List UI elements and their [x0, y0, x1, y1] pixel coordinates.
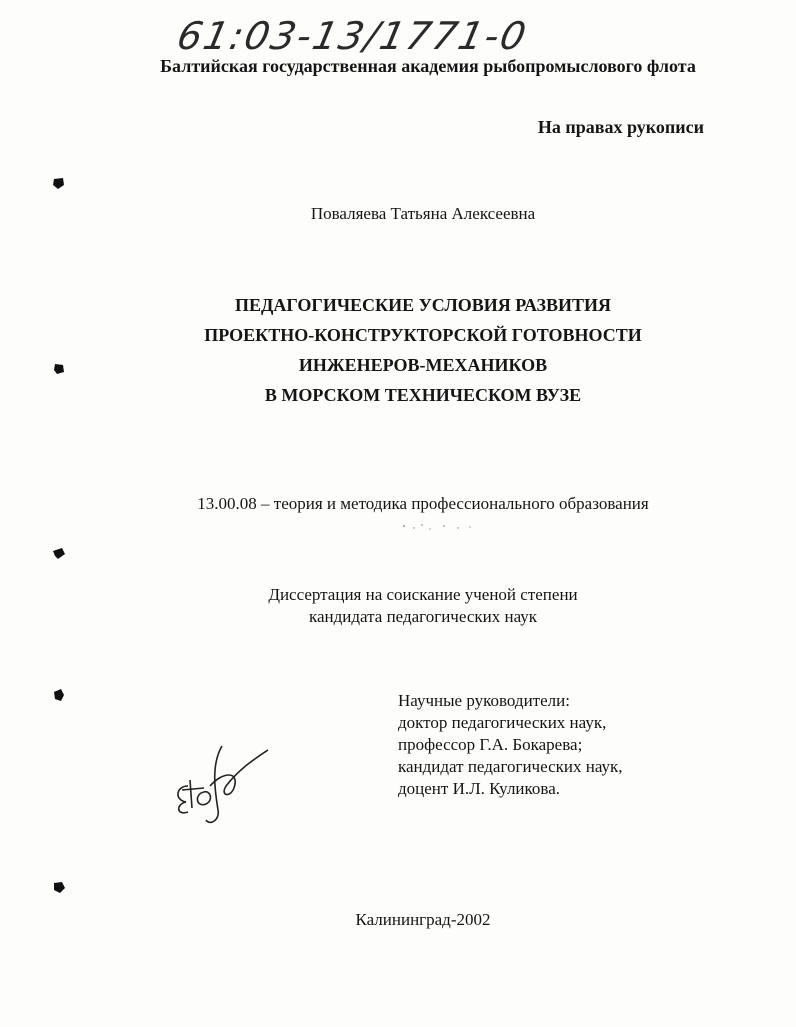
manuscript-rights-note: На правах рукописи: [537, 117, 704, 137]
handwritten-archive-code: 61:03-13/1771-0: [173, 14, 532, 58]
supervisor-line: кандидат педагогических наук,: [398, 757, 623, 776]
signature-icon: [170, 736, 280, 828]
supervisors-heading: Научные руководители:: [398, 691, 570, 710]
city-and-year: Калининград-2002: [355, 910, 491, 929]
title-line: ПРОЕКТНО-КОНСТРУКТОРСКОЙ ГОТОВНОСТИ: [204, 325, 642, 345]
title-line: ПЕДАГОГИЧЕСКИЕ УСЛОВИЯ РАЗВИТИЯ: [234, 295, 612, 315]
degree-line: Диссертация на соискание ученой степени: [268, 585, 578, 604]
punch-hole-icon: [52, 176, 66, 190]
degree-statement: [0, 584, 796, 628]
supervisor-line: доцент И.Л. Куликова.: [398, 779, 561, 798]
specialty-code: 13.00.08 – теория и методика профессионального образования: [197, 494, 649, 513]
punch-hole-icon: [52, 362, 66, 376]
academy-name: Балтийская государственная академия рыбопромыслового флота: [160, 56, 696, 76]
supervisor-line: профессор Г.А. Бокарева;: [398, 735, 583, 754]
title-line: ИНЖЕНЕРОВ-МЕХАНИКОВ: [298, 355, 548, 375]
author-name: Поваляева Татьяна Алексеевна: [310, 204, 536, 223]
scientific-supervisors: [398, 690, 623, 800]
punch-hole-icon: [52, 880, 66, 894]
title-line: В МОРСКОМ ТЕХНИЧЕСКОМ ВУЗЕ: [264, 385, 582, 405]
scan-noise: [400, 520, 480, 534]
dissertation-title: [0, 290, 796, 410]
punch-hole-icon: [52, 688, 66, 702]
punch-hole-icon: [52, 546, 66, 560]
degree-line: кандидата педагогических наук: [308, 607, 538, 626]
supervisor-line: доктор педагогических наук,: [398, 713, 607, 732]
